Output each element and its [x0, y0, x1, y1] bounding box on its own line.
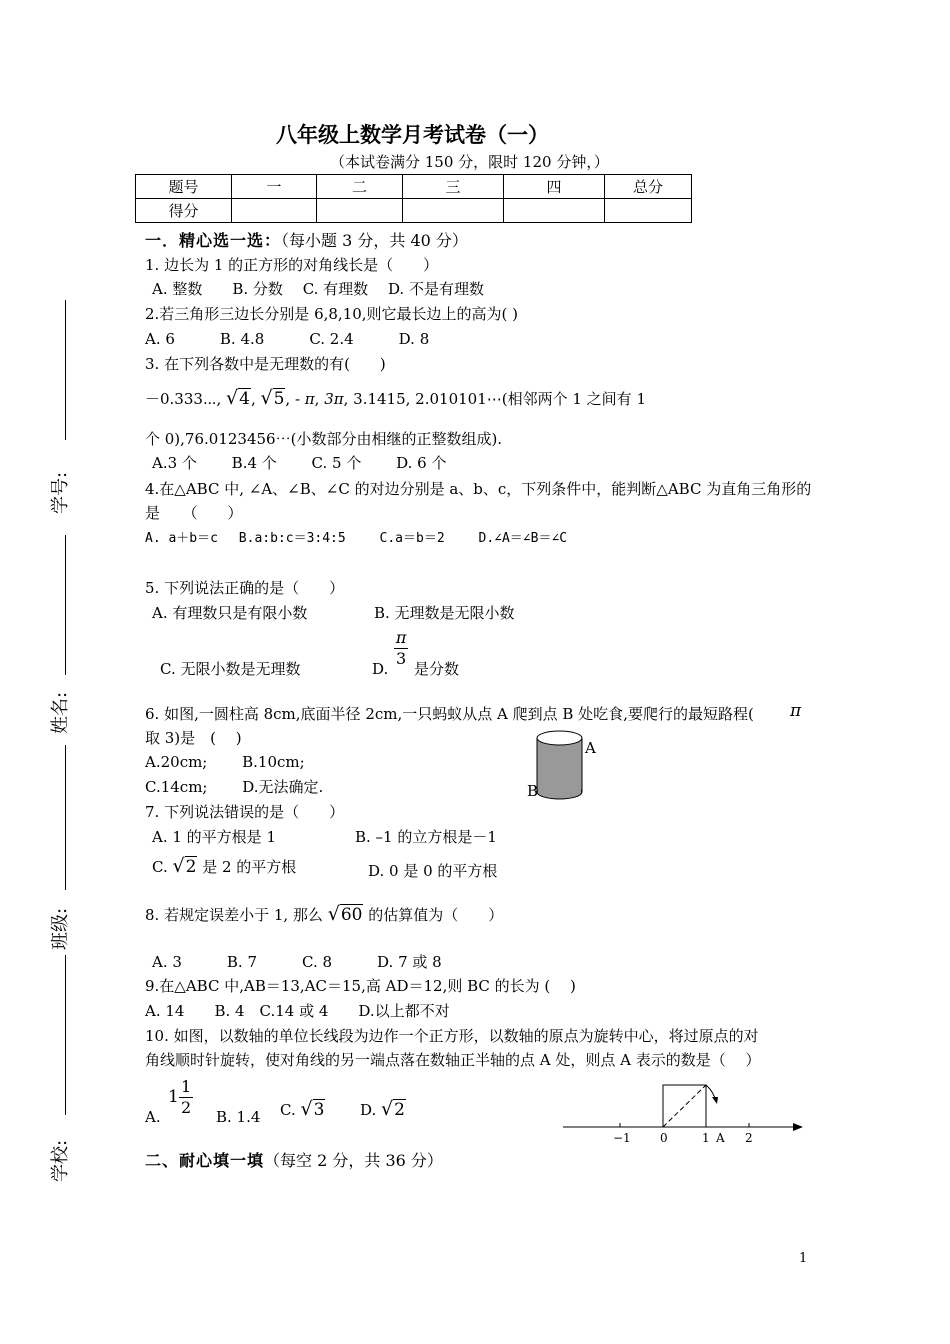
section-1-header [145, 232, 468, 250]
axis-label-2: 2 [745, 1131, 753, 1145]
table-cell: 二 [317, 175, 403, 199]
cylinder-label-b: B [527, 782, 539, 800]
page-title: 八年级上数学月考试卷（一） [276, 122, 549, 147]
q9-options[interactable]: A. 14 B. 4 C.14 或 4 D.以上都不对 [145, 1002, 450, 1020]
q10-stem2: 角线顺时针旋转，使对角线的另一端点落在数轴正半轴的点 A 处，则点 A 表示的数是（ ） [145, 1051, 761, 1069]
table-row [136, 199, 692, 223]
neg-pi: - π [294, 390, 315, 408]
q9-stem: 9.在△ABC 中,AB＝13,AC＝15,高 AD＝12,则 BC 的长为 ( ) [145, 977, 576, 995]
score-input-cell[interactable] [317, 199, 403, 223]
q3-numbers-line: －0.333⋯, √4, √5, - π, 3π, 3.1415, 2.010101⋯(相邻两个 1 之间有 1 [145, 387, 646, 409]
side-label-name: 姓名: [50, 691, 72, 735]
table-row [136, 175, 692, 199]
score-input-cell[interactable] [232, 199, 317, 223]
q7-option-c[interactable]: C. √2 是 2 的平方根 [152, 855, 297, 877]
q7-stem: 7. 下列说法错误的是（ ） [145, 803, 345, 821]
score-table [135, 174, 692, 223]
page-subtitle: （本试卷满分 150 分，限时 120 分钟，） [330, 153, 609, 171]
q4-stem: 4.在△ABC 中, ∠A、∠B、∠C 的对边分别是 a、b、c，下列条件中，能判断△ABC 为直角三角形的 [145, 480, 812, 498]
q10-stem: 10. 如图，以数轴的单位长线段为边作一个正方形，以数轴的原点为旋转中心，将过原点的对 [145, 1027, 759, 1045]
axis-label-1: 1 [702, 1131, 710, 1145]
section-2-note: （每空 2 分，共 36 分） [264, 1151, 443, 1170]
side-label-student-id: 学号: [50, 471, 72, 515]
score-input-cell[interactable] [403, 199, 504, 223]
q1-options[interactable]: A. 整数 B. 分数 C. 有理数 D. 不是有理数 [152, 280, 484, 298]
cylinder-label-a: A [585, 739, 596, 757]
q7-option-b[interactable]: B. –1 的立方根是－1 [355, 828, 497, 846]
score-input-cell[interactable] [605, 199, 692, 223]
q10-option-b[interactable]: B. 1.4 [216, 1108, 261, 1126]
sqrt-2: √2 [172, 855, 197, 877]
table-cell: 得分 [136, 199, 232, 223]
side-label-class: 班级: [50, 907, 72, 951]
sqrt-3: √3 [300, 1098, 325, 1120]
q10-option-a-label[interactable]: A. [145, 1108, 161, 1126]
q2-stem: 2.若三角形三边长分别是 6,8,10,则它最长边上的高为( ) [145, 305, 519, 323]
score-input-cell[interactable] [504, 199, 605, 223]
q7-option-a[interactable]: A. 1 的平方根是 1 [152, 828, 276, 846]
section-2-heading: 二、耐心填一填 [145, 1151, 265, 1170]
q3-line-c: 个 0),76.0123456⋯(小数部分由相继的正整数组成). [145, 430, 503, 448]
q5-stem: 5. 下列说法正确的是（ ） [145, 579, 345, 597]
q6-options-ab[interactable]: A.20cm; B.10cm; [145, 753, 305, 771]
q4-options[interactable]: A. a＋b＝c B.a:b:c＝3:4:5 C.a＝b＝2 D.∠A＝∠B＝∠C [145, 531, 568, 546]
q6-options-cd[interactable]: C.14cm; D.无法确定. [145, 778, 324, 796]
q6-stem: 6. 如图,一圆柱高 8cm,底面半径 2cm,一只蚂蚁从点 A 爬到点 B 处吃食,要爬行的最短路程( [145, 705, 754, 723]
three-pi: 3π [324, 390, 344, 408]
q10-option-d[interactable]: D. √2 [360, 1098, 405, 1120]
axis-label-0: 0 [660, 1131, 668, 1145]
binding-line [65, 745, 66, 890]
binding-line [65, 955, 66, 1115]
q6-pi: π [790, 701, 802, 721]
page-number: 1 [799, 1251, 808, 1266]
section-1-note: （每小题 3 分，共 40 分） [281, 231, 468, 250]
table-cell: 题号 [136, 175, 232, 199]
axis-label-neg1: −1 [613, 1131, 631, 1145]
q8-options[interactable]: A. 3 B. 7 C. 8 D. 7 或 8 [152, 953, 442, 971]
q3-stem: 3. 在下列各数中是无理数的有( ) [145, 355, 386, 373]
q10-option-c[interactable]: C. √3 [280, 1098, 325, 1120]
sqrt-2: √2 [381, 1098, 405, 1120]
binding-line [65, 300, 66, 440]
q2-options[interactable]: A. 6 B. 4.8 C. 2.4 D. 8 [145, 330, 430, 348]
mixed-number-whole: 1 [168, 1087, 179, 1107]
pi-over-3-fraction: π 3 [395, 628, 407, 668]
q5-option-d-label[interactable]: D. [372, 660, 389, 678]
axis-label-a: A [716, 1131, 725, 1145]
q8-stem: 8. 若规定误差小于 1, 那么 √60 的估算值为（ ） [145, 903, 504, 925]
side-label-school: 学校: [50, 1139, 72, 1183]
number-line-diagram [560, 1078, 810, 1148]
q5-option-a[interactable]: A. 有理数只是有限小数 [152, 604, 308, 622]
q1-stem: 1. 边长为 1 的正方形的对角线长是（ ） [145, 256, 439, 274]
q5-option-b[interactable]: B. 无理数是无限小数 [374, 604, 515, 622]
q7-option-d[interactable]: D. 0 是 0 的平方根 [368, 862, 498, 880]
q3-value: －0.333⋯, [145, 390, 222, 408]
q5-option-c[interactable]: C. 无限小数是无理数 [160, 660, 301, 678]
binding-line [65, 535, 66, 675]
q5-option-d-tail: 是分数 [414, 660, 460, 678]
mixed-number-fraction: 1 2 [181, 1077, 192, 1117]
sqrt-4: √4 [226, 387, 250, 409]
sqrt-5: √5 [260, 387, 285, 409]
sqrt-60: √60 [327, 903, 363, 925]
table-cell: 一 [232, 175, 317, 199]
table-cell: 三 [403, 175, 504, 199]
table-cell: 四 [504, 175, 605, 199]
q3-options[interactable]: A.3 个 B.4 个 C. 5 个 D. 6 个 [152, 454, 447, 472]
table-cell: 总分 [605, 175, 692, 199]
section-2-header [145, 1152, 443, 1170]
section-1-heading: 一．精心选一选： [145, 231, 282, 250]
q3-value-tail: , 3.1415, 2.010101⋯(相邻两个 1 之间有 1 [343, 390, 646, 408]
q6-stem2: 取 3)是 ( ) [145, 729, 242, 747]
q4-stem2: 是 （ ） [145, 504, 243, 522]
